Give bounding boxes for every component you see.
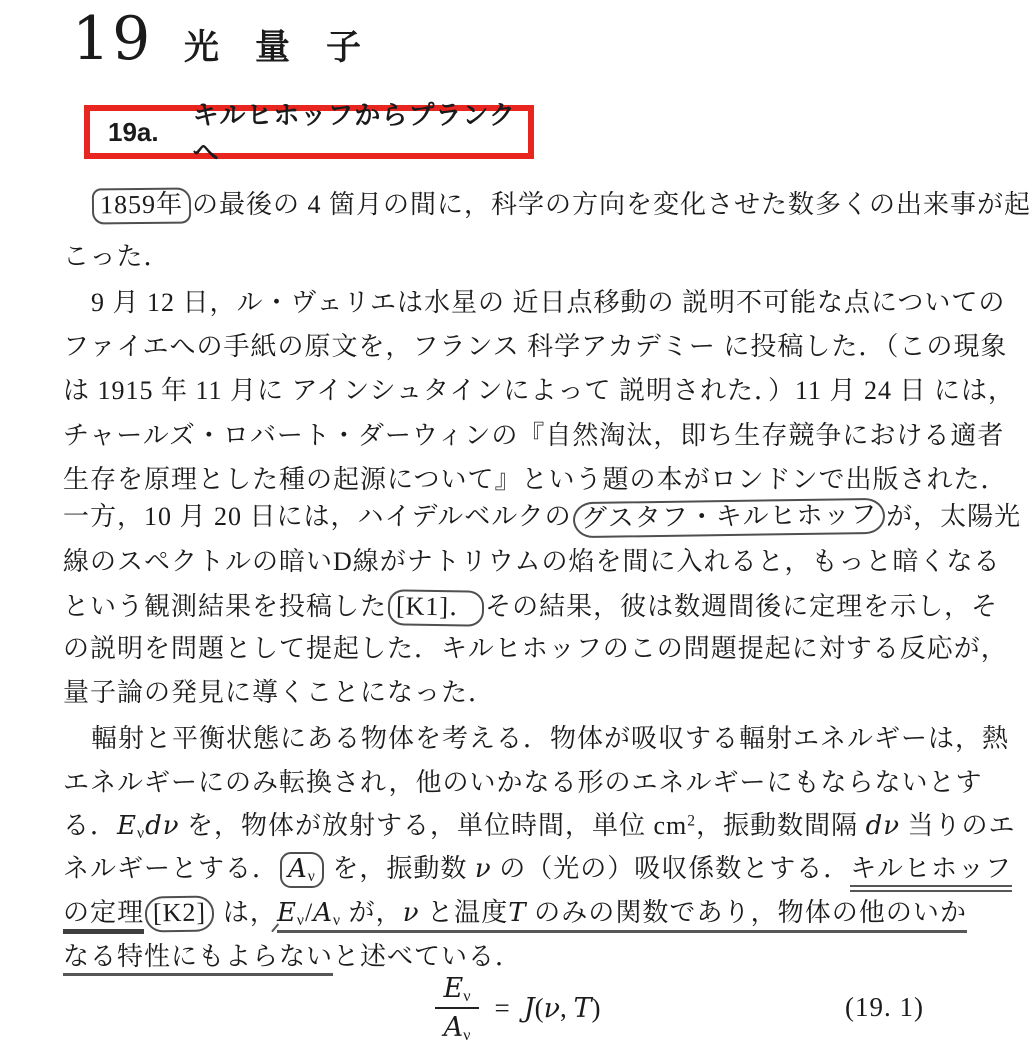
text-line [63, 499, 1022, 534]
equals-sign: = [494, 992, 510, 1023]
text-line: こった． [63, 242, 171, 271]
text-line: 量子論の発見に導くことになった． [63, 678, 496, 707]
line-text: 当りのエ [900, 811, 1016, 840]
math-nu: ν [402, 898, 420, 928]
line-text: が， [341, 898, 403, 927]
paren: ( [534, 992, 544, 1023]
math-A: A [288, 854, 308, 884]
math-A: A [443, 1012, 464, 1043]
math-sub-nu: ν [463, 1026, 471, 1045]
line-text: を，物体が放射する，単位時間，単位 cm [179, 811, 688, 840]
section-highlight-box [84, 100, 534, 167]
line-text: 一方，10 月 20 日には，ハイデルベルクの [63, 502, 572, 531]
fraction-numerator [435, 973, 478, 1009]
math-E: E [276, 898, 297, 928]
text-line [63, 590, 999, 624]
circled-ref-k2: [K2] [152, 897, 207, 928]
math-A: A [313, 898, 333, 928]
pencil-circle-absorption-coefficient [280, 852, 324, 888]
circled-year: 1859年 [99, 189, 184, 220]
text-line: の説明を問題として提起した．キルヒホッフのこの問題提起に対する反応が， [63, 634, 1008, 663]
math-dnu: dν [145, 811, 180, 841]
math-sub-nu: ν [463, 987, 471, 1006]
math-E: E [443, 973, 464, 1004]
section-title: キルヒホッフからプランクへ [192, 100, 516, 167]
comma: , [560, 992, 574, 1023]
line-text: の（光の）吸収係数とする． [491, 854, 851, 883]
text-line: チャールズ・ロバート・ダーウィンの『自然淘汰，即ち生存競争における適者 [63, 421, 1005, 450]
equation-number: (19. 1) [845, 992, 924, 1022]
text-line [63, 896, 967, 930]
circled-name: グスタフ・キルヒホッフ [580, 499, 878, 534]
pencil-underline-kirchhoff [850, 854, 1012, 892]
math-E: E [117, 811, 137, 841]
text-line: ファイエへの手紙の原文を，フランス 科学アカデミー に投稿した．（この現象 [63, 332, 1008, 361]
fraction-denominator [435, 1009, 478, 1043]
circled-ref-k1: [K1]． [395, 591, 477, 622]
math-sub-nu: ν [296, 911, 305, 929]
math-sub-nu: ν [333, 911, 342, 929]
math-J: J [523, 992, 535, 1024]
underlined-text: キルヒホッフ [850, 854, 1012, 883]
pencil-underline-kirchhoff-law [277, 898, 967, 933]
text-line [63, 940, 967, 974]
fraction-Enu-over-Anu [435, 973, 478, 1043]
paren: ) [591, 992, 601, 1023]
line-text: を，振動数 [324, 854, 475, 883]
text-line: 9 月 12 日，ル・ヴェリエは水星の 近日点移動の 説明不可能な点についての [91, 288, 1006, 317]
math-nu: ν [474, 854, 492, 884]
text-line: 生存を原理とした種の起源について』という題の本がロンドンで出版された． [63, 465, 1008, 494]
math-dnu: dν [865, 811, 901, 841]
line-text: ，振動数間隔 [696, 811, 866, 840]
underlined-text: の定理 [63, 898, 145, 927]
section-number: 19a. [108, 116, 159, 147]
superscript-2: 2 [687, 812, 697, 830]
text-line: エネルギーにのみ転換され，他のいかなる形のエネルギーにもならないとす [63, 768, 983, 797]
line-text: は， [215, 898, 277, 927]
line-text: と温度 [419, 898, 509, 927]
text-line: 線のスペクトルの暗いD線がナトリウムの焰を間に入れると，もっと暗くなる [63, 547, 1001, 576]
text-line [63, 809, 1016, 843]
line-text: ネルギーとする． [63, 854, 280, 883]
pencil-circle-ref-k1 [388, 589, 485, 626]
pencil-underline-theorem [63, 898, 144, 934]
pencil-circle-ref-k2 [145, 895, 215, 932]
text-line: 輻射と平衡状態にある物体を考える．物体が吸収する輻射エネルギーは，熱 [91, 724, 1010, 753]
text-line [63, 852, 1012, 886]
line-text: と述べている． [333, 942, 523, 971]
math-nu: ν [543, 992, 560, 1024]
pencil-underline-property [63, 942, 333, 976]
line-text: その結果，彼は数週間後に定理を示し，そ [485, 592, 999, 621]
math-T: T [573, 992, 592, 1024]
equation-19-1 [0, 972, 1036, 1044]
line-text: が，太陽光 [886, 502, 1022, 531]
chapter-title: 光量子 [184, 28, 398, 67]
pencil-circle-kirchhoff-name [572, 498, 885, 538]
chapter-number: 19 [72, 4, 153, 74]
math-T: T [508, 898, 527, 928]
line-text: る． [63, 811, 118, 840]
text-line [63, 188, 1032, 222]
math-sub-nu: ν [307, 867, 316, 885]
pencil-circle-1859 [92, 187, 191, 224]
equation-rhs [524, 993, 601, 1024]
math-sub-nu: ν [137, 824, 146, 842]
underlined-text: なる特性にもよらない [63, 942, 334, 971]
math-slash: / [304, 898, 314, 927]
line-text: のみの関数であり，物体の他のいか [526, 898, 967, 927]
text-line: は 1915 年 11 月に アインシュタインによって 説明された．）11 月 24 日 には， [63, 376, 1016, 405]
line-text: の最後の 4 箇月の間に，科学の方向を変化させた数多くの出来事が起 [192, 190, 1032, 219]
line-text: という観測結果を投稿した [63, 592, 388, 621]
